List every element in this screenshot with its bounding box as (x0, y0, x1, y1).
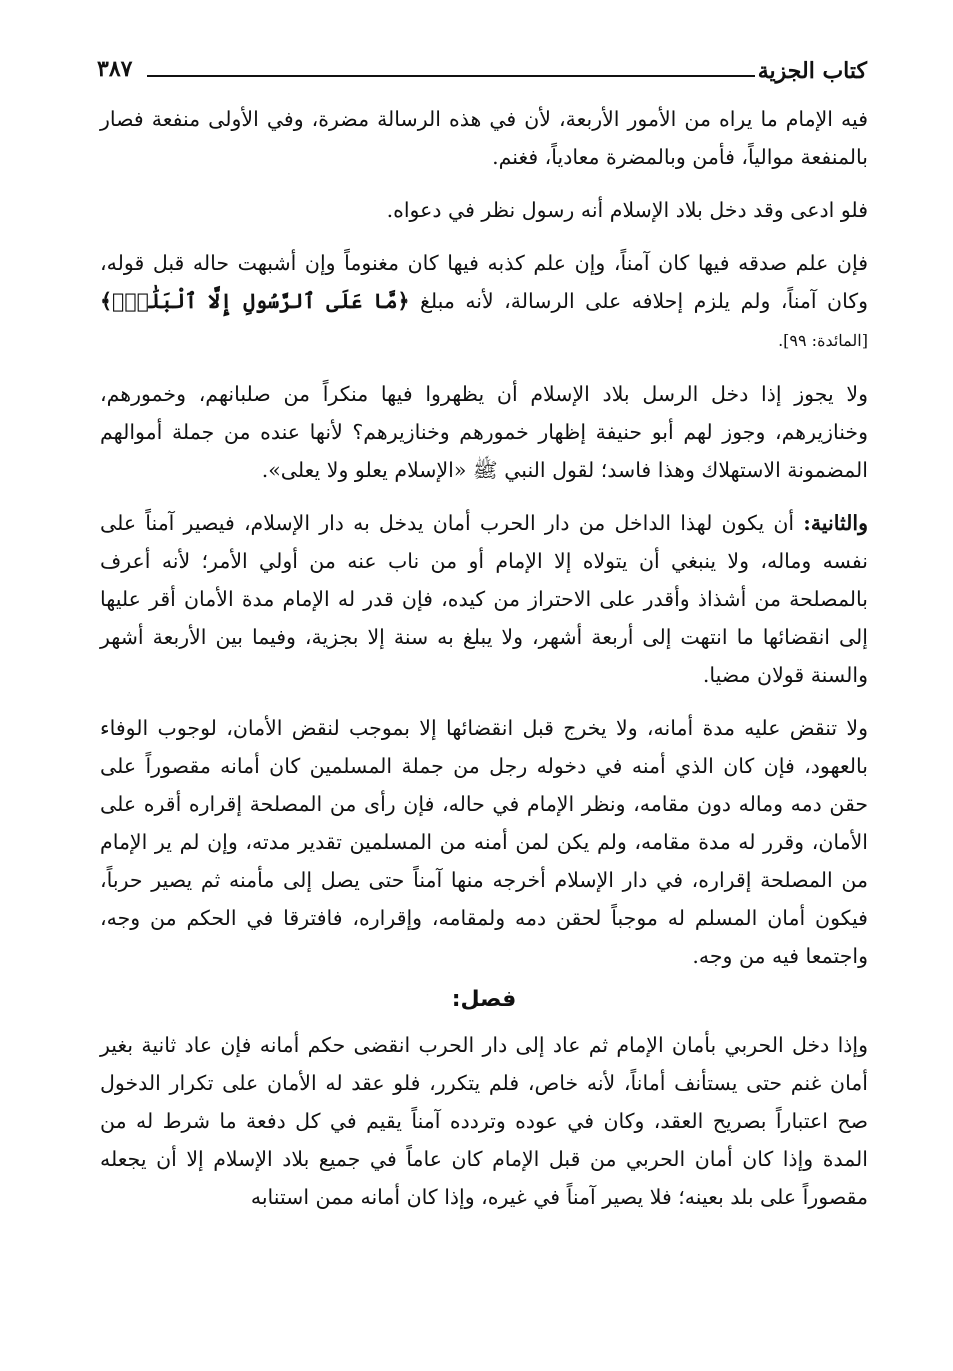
section-heading: فصل: (451, 987, 517, 1012)
paragraph-4: ولا يجوز إذا دخل الرسل بلاد الإسلام أن يظهروا فيها منكراً من صلبانهم، وخمورهم، وخنازيرهم، وجوز لهم أبو حنيفة إظهار خمورهم وخنازيرهم؟ لأنها عنده من جملة أموالهم المضمونة الاستهلاك وهذا فاسد؛ لقول النبي ﷺ «الإسلام يعلو ولا يعلى». (100, 382, 868, 482)
quran-verse: ﴿مَّا عَلَى ٱلرَّسُولِ إِلَّا ٱلْبَلَٰغُۗ﴾ (100, 289, 410, 313)
paragraph-1: فيه الإمام ما يراه من الأمور الأربعة، لأن في هذه الرسالة مضرة، وفي الأولى منفعة فصار بالمنفعة موالياً، فأمن وبالمضرة معادياً، فغنم. (100, 107, 868, 169)
paragraph-6: ولا تنقض عليه مدة أمانه، ولا يخرج قبل انقضائها إلا بموجب لنقض الأمان، لوجوب الوفاء بالعهود، فإن كان الذي أمنه في دخوله رجل من جملة المسلمين كان أمانه مقصوراً على حقن دمه وماله دون مقامه، ونظر الإمام في حاله، فإن رأى من المصلحة إقراره أقره على الأمان، وقرر له مدة مقامه، ولم يكن لمن أمنه من المسلمين تقدير مدته، وإن لم ير الإمام من المصلحة إقراره، في دار الإسلام أخرجه منها آمناً حتى يصل إلى مأمنه ثم يصير حرباً، فيكون أمان المسلم له موجباً لحقن دمه ولمقامه، وإقراره، فافترقا في الحكم من وجه، واجتمعا فيه من وجه. (100, 716, 868, 968)
paragraph-5-lead: والثانية: (803, 511, 868, 535)
paragraph-2: فلو ادعى وقد دخل بلاد الإسلام أنه رسول نظر في دعواه. (386, 198, 868, 222)
paragraph-5 (100, 504, 868, 694)
page-body (100, 100, 868, 1231)
page-number: ٣٨٧ (97, 56, 133, 82)
chapter-title: كتاب الجزية (757, 58, 867, 84)
paragraph-3 (100, 244, 868, 360)
page-header (97, 50, 867, 94)
paragraph-3-text: فإن علم صدقه فيها كان آمناً، وإن علم كذبه فيها كان مغنوماً وإن أشبهت حاله قبل قوله، وكان آمناً، ولم يلزم إحلافه على الرسالة، لأنه مبلغ (100, 251, 868, 313)
paragraph-5-text: أن يكون لهذا الداخل من دار الحرب أمان يدخل به دار الإسلام، فيصير آمناً على نفسه وماله، ولا ينبغي أن يتولاه إلا الإمام أو من ناب عنه من أولي الأمر؛ لأنه أعرف بالمصلحة من أشذاذ وأقدر على الاحتراز من كيده، فإن قدر له الإمام مدة الأمان أقر عليها إلى انقضائها ما انتهت إلى أربعة أشهر، ولا يبلغ به سنة إلا بجزية، وفيما بين الأربعة أشهر والسنة قولان مضيا. (100, 511, 868, 687)
verse-reference: [المائدة: ٩٩]. (778, 331, 868, 350)
paragraph-7: وإذا دخل الحربي بأمان الإمام ثم عاد إلى دار الحرب انقضى حكم أمانه فإن عاد ثانية بغير أمان غنم حتى يستأنف أماناً، لأنه خاص، فلم يتكرر، فلو عقد له الأمان على تكرار الدخول صح اعتباراً بصريح العقد، وكان في عوده وتردده آمناً يقيم في كل دفعة ما شرط له من المدة وإذا كان أمان الحربي من قبل الإمام كان عاماً في جميع بلاد الإسلام إلا أن يجعله مقصوراً على بلد بعينه؛ فلا يصير آمناً في غيره، وإذا كان أمانه ممن استنابه (100, 1033, 868, 1209)
header-rule (147, 75, 755, 77)
